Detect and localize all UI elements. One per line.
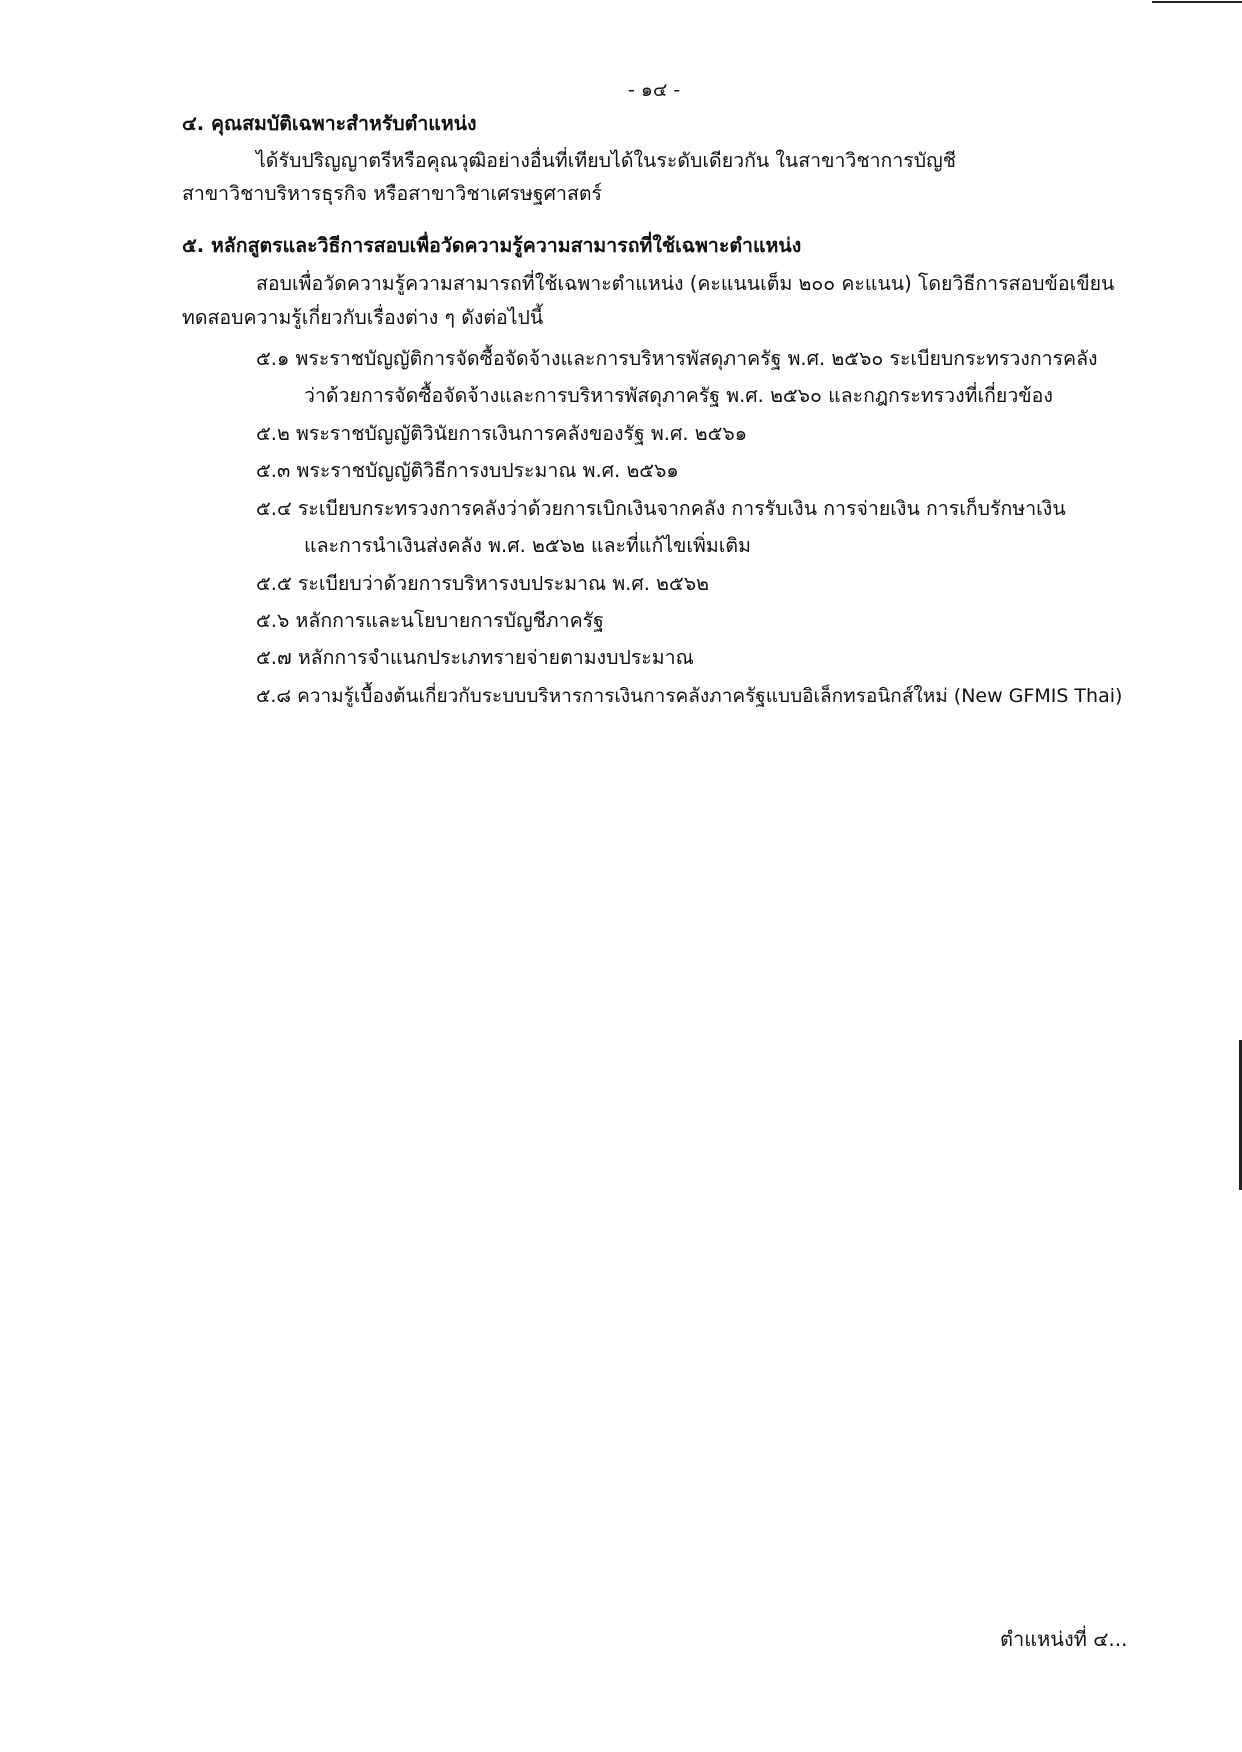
list-item: ๕.๖ หลักการและนโยบายการบัญชีภาครัฐ <box>256 609 604 632</box>
list-item: ๕.๓ พระราชบัญญัติวิธีการงบประมาณ พ.ศ. ๒๕๖๑ <box>256 459 679 482</box>
list-item: ๕.๔ ระเบียบกระทรวงการคลังว่าด้วยการเบิกเงินจากคลัง การรับเงิน การจ่ายเงิน การเก็บรักษาเงิน <box>256 497 1066 520</box>
scan-edge-mark <box>1152 1 1242 3</box>
section-5-intro-line: ทดสอบความรู้เกี่ยวกับเรื่องต่าง ๆ ดังต่อไปนี้ <box>182 306 544 329</box>
list-item: ๕.๒ พระราชบัญญัติวินัยการเงินการคลังของรัฐ พ.ศ. ๒๕๖๑ <box>256 422 748 445</box>
page-number: - ๑๔ - <box>628 79 681 101</box>
list-item: ๕.๑ พระราชบัญญัติการจัดซื้อจัดจ้างและการบริหารพัสดุภาครัฐ พ.ศ. ๒๕๖๐ ระเบียบกระทรวงการคลัง <box>256 347 1098 370</box>
section-4-body-line: สาขาวิชาบริหารธุรกิจ หรือสาขาวิชาเศรษฐศาสตร์ <box>182 182 603 205</box>
section-5-intro-line: สอบเพื่อวัดความรู้ความสามารถที่ใช้เฉพาะตำแหน่ง (คะแนนเต็ม ๒๐๐ คะแนน) โดยวิธีการสอบข้อเขียน <box>256 272 1115 295</box>
list-item: ๕.๘ ความรู้เบื้องต้นเกี่ยวกับระบบบริหารการเงินการคลังภาครัฐแบบอิเล็กทรอนิกส์ใหม่ (New GFMIS Thai) <box>256 685 1123 707</box>
section-5-heading: ๕. หลักสูตรและวิธีการสอบเพื่อวัดความรู้ความสามารถที่ใช้เฉพาะตำแหน่ง <box>182 234 802 257</box>
list-item-continuation: และการนำเงินส่งคลัง พ.ศ. ๒๕๖๒ และที่แก้ไขเพิ่มเติม <box>304 534 751 557</box>
footer-continuation: ตำแหน่งที่ ๔... <box>1000 1627 1128 1651</box>
section-4-body-line: ได้รับปริญญาตรีหรือคุณวุฒิอย่างอื่นที่เทียบได้ในระดับเดียวกัน ในสาขาวิชาการบัญชี <box>256 149 956 172</box>
section-4-heading: ๔. คุณสมบัติเฉพาะสำหรับตำแหน่ง <box>182 112 477 135</box>
list-item: ๕.๕ ระเบียบว่าด้วยการบริหารงบประมาณ พ.ศ. ๒๕๖๒ <box>256 572 709 595</box>
list-item: ๕.๗ หลักการจำแนกประเภทรายจ่ายตามงบประมาณ <box>256 646 694 669</box>
list-item-continuation: ว่าด้วยการจัดซื้อจัดจ้างและการบริหารพัสดุภาครัฐ พ.ศ. ๒๕๖๐ และกฎกระทรวงที่เกี่ยวข้อง <box>304 384 1053 407</box>
